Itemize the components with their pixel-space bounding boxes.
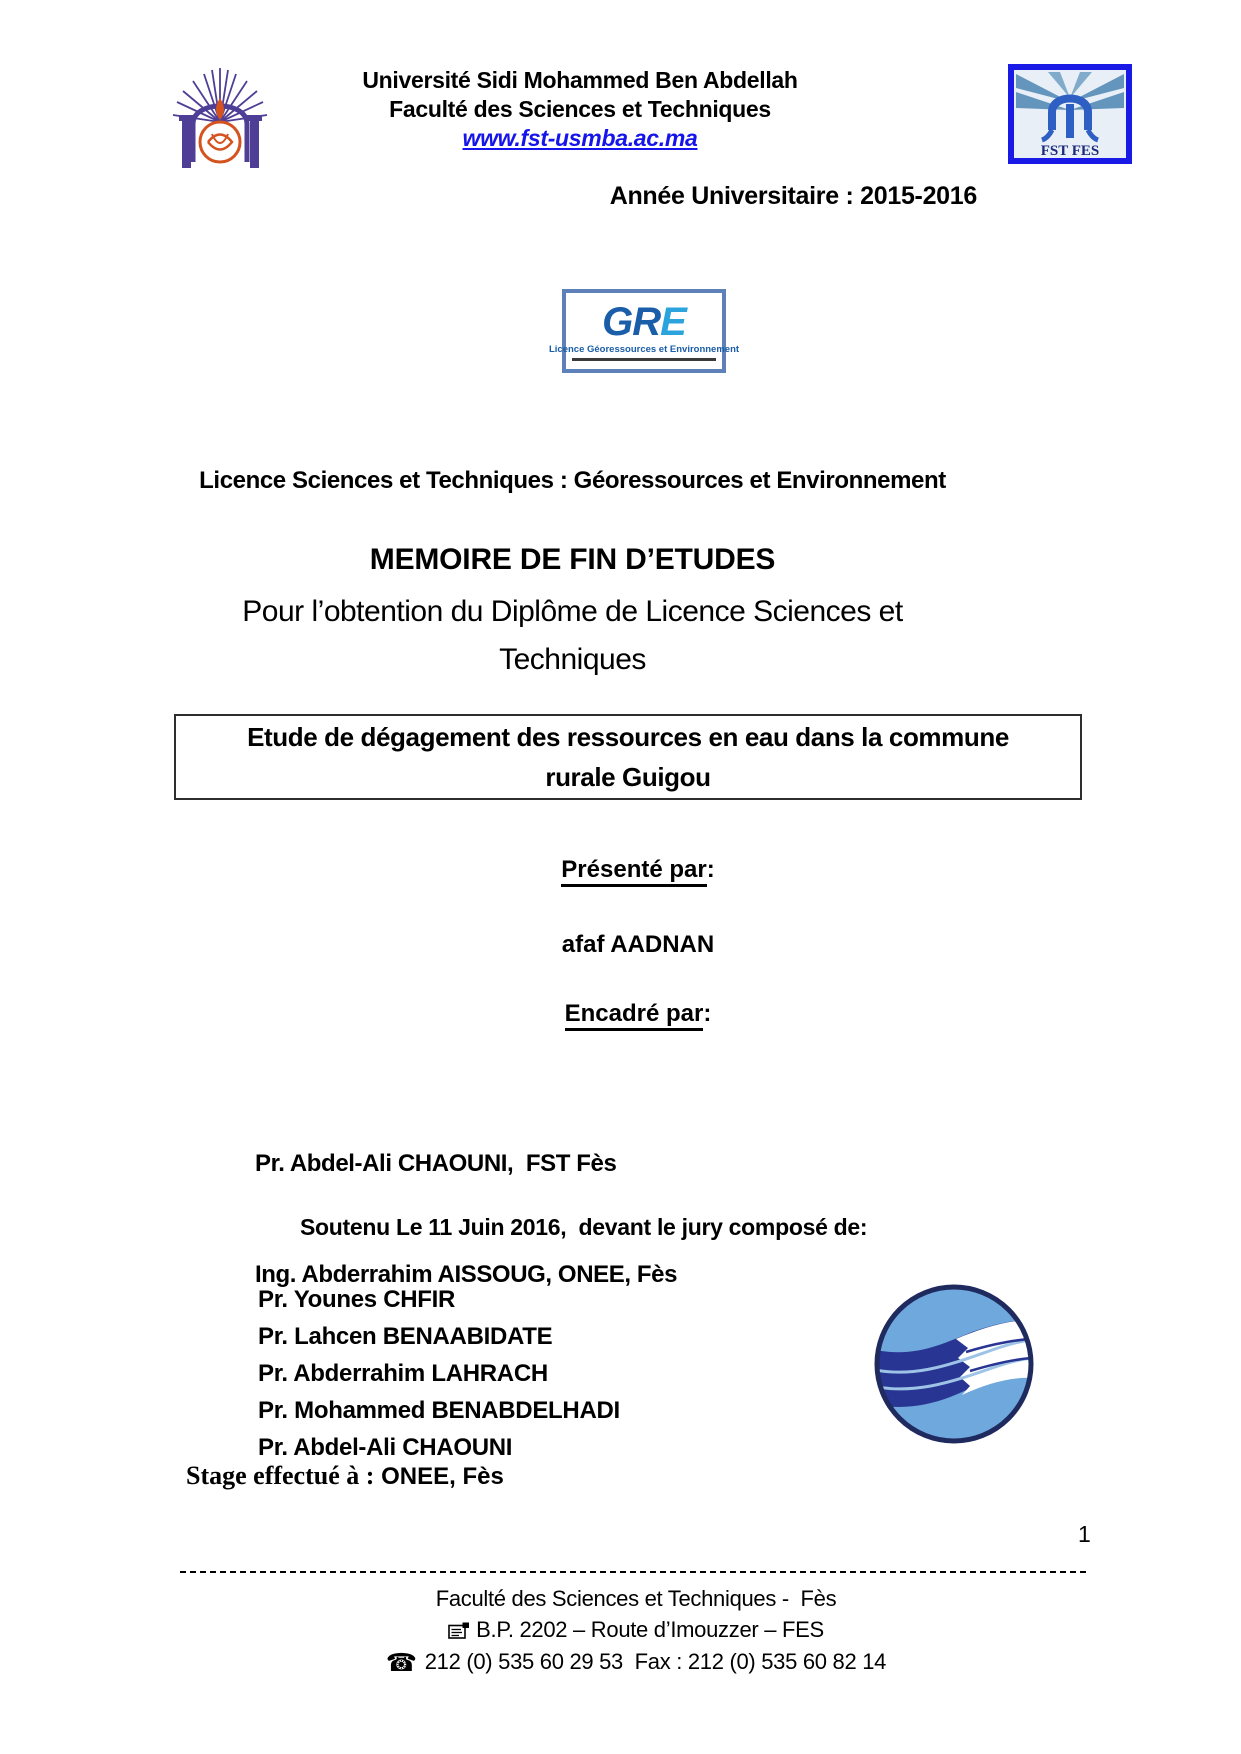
gre-logo [548,289,740,373]
jury-member: Pr. Younes CHFIR [258,1286,456,1313]
document-type-title: MEMOIRE DE FIN D’ETUDES [369,543,776,576]
thesis-title-box [174,714,1082,800]
footer-faculty-line: Faculté des Sciences et Techniques - Fès [435,1586,837,1611]
author-name: afaf AADNAN [561,931,715,958]
supervised-by-colon: : [703,1000,712,1027]
defense-intro: Soutenu Le 11 Juin 2016, devant le jury composé de: [300,1214,868,1240]
footer-address-text: B.P. 2202 – Route d’Imouzzer – FES [476,1617,824,1642]
presented-by-colon: : [706,856,715,883]
jury-member: Pr. Lahcen BENAABIDATE [258,1323,553,1350]
fst-fes-logo [1008,64,1132,164]
phone-icon: ☎ [385,1648,417,1677]
supervised-by-heading [35,1000,1241,1028]
onee-globe-logo [872,1282,1036,1446]
gre-underline-bar [572,358,716,361]
jury-list [258,1281,620,1466]
mail-icon [448,1622,470,1640]
gre-acronym: GRE [602,299,686,344]
advisor-line: Pr. Abdel-Ali CHAOUNI, FST Fès [255,1150,617,1177]
presented-by-heading [35,856,1241,884]
internship-line [186,1461,504,1491]
purpose-line-2: Techniques [499,643,646,676]
jury-member: Pr. Abdel-Ali CHAOUNI [258,1434,513,1461]
purpose-line-1: Pour l’obtention du Diplôme de Licence Sciences et [242,595,903,628]
header-faculty-name: Faculté des Sciences et Techniques [389,96,771,122]
fst-fes-logo-text: FST FES [1040,143,1100,159]
footer-separator [180,1571,1090,1573]
program-line: Licence Sciences et Techniques : Géoressources et Environnement [199,467,946,494]
academic-year: Année Universitaire : 2015-2016 [609,182,977,210]
university-emblem-logo [163,62,278,174]
internship-label: Stage effectué à : [186,1461,375,1490]
footer-phone-text: 212 (0) 535 60 29 53 Fax : 212 (0) 535 60 82 14 [424,1649,887,1674]
jury-member: Pr. Abderrahim LAHRACH [258,1360,548,1387]
presented-by-label: Présenté par [561,856,706,887]
footer-address-line [31,1617,1241,1643]
header-website-link[interactable]: www.fst-usmba.ac.ma [462,125,698,151]
gre-tagline: Licence Géoressources et Environnement [548,343,740,355]
header-university-name: Université Sidi Mohammed Ben Abdellah [362,67,798,93]
supervised-by-label: Encadré par [565,1000,704,1031]
footer-phone-line [31,1648,1241,1677]
header-text-block [300,66,860,153]
thesis-title-line-2: rurale Guigou [545,762,711,792]
advisor-line: Ing. Abderrahim AISSOUG, ONEE, Fès [255,1261,678,1288]
thesis-title-line-1: Etude de dégagement des ressources en eau dans la commune [247,722,1009,752]
page-number: 1 [1078,1521,1091,1547]
internship-org: ONEE, Fès [381,1463,504,1490]
jury-member: Pr. Mohammed BENABDELHADI [258,1397,620,1424]
